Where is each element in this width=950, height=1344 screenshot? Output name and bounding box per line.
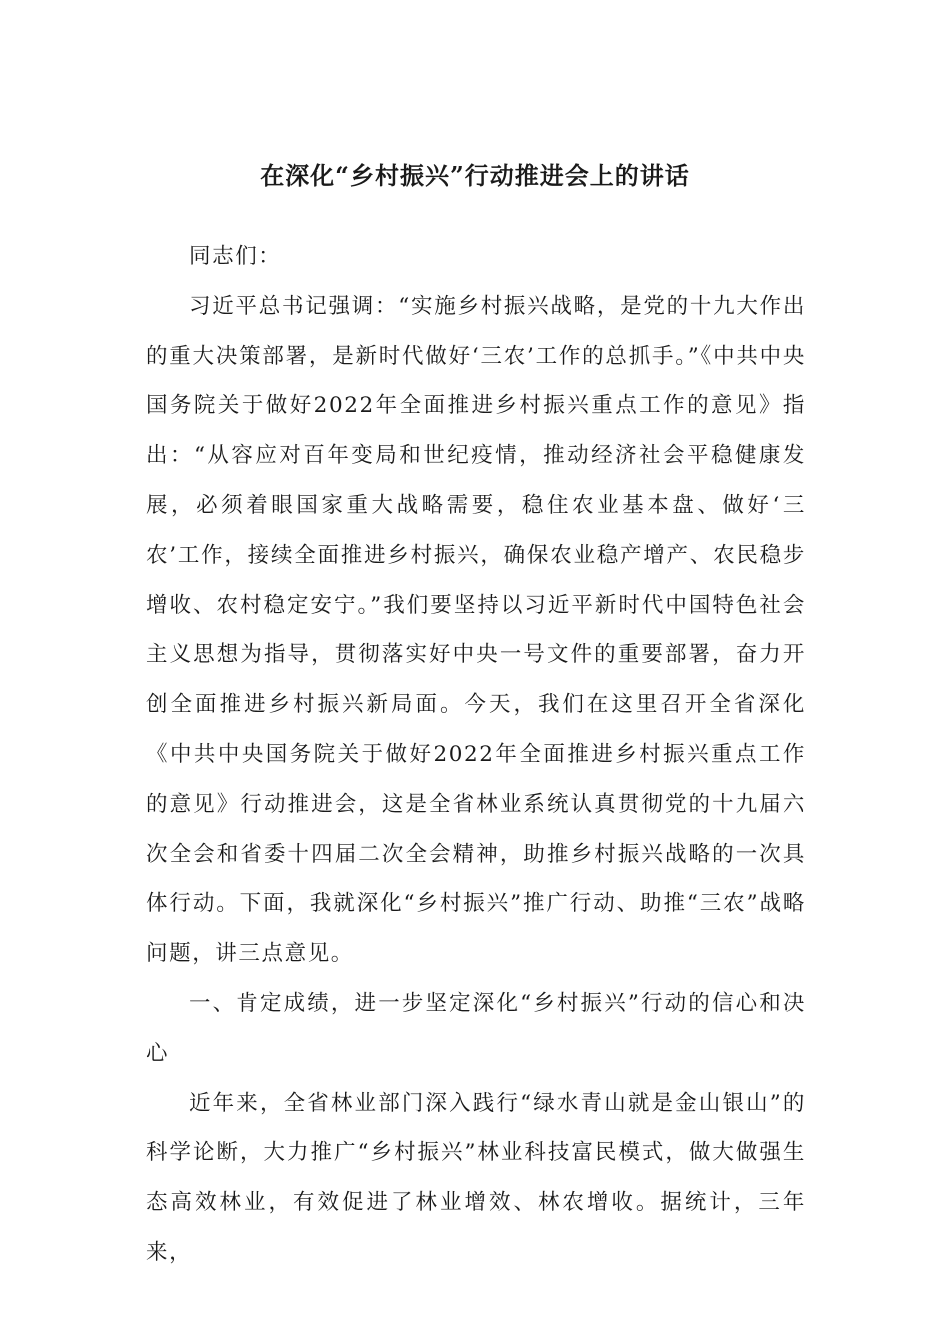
- document-title: 在深化“乡村振兴”行动推进会上的讲话: [260, 161, 690, 190]
- section-heading-1: 一、肯定成绩，进一步坚定深化“乡村振兴”行动的信心和决心: [146, 990, 806, 1066]
- intro-paragraph: 习近平总书记强调：“实施乡村振兴战略，是党的十九大作出的重大决策部署，是新时代做好‘三农’工作的总抓手。”《中共中央国务院关于做好2022年全面推进乡村振兴重点工作的意见》指出：“从容应对百年变局和世纪疫情，推动经济社会平稳健康发展，必须着眼国家重大战略需要，稳住农业基本盘、做好‘三农’工作，接续全面推进乡村振兴，确保农业稳产增产、农民稳步增收、农村稳定安宁。”我们要坚持以习近平新时代中国特色社会主义思想为指导，贯彻落实好中央一号文件的重要部署，奋力开创全面推进乡村振兴新局面。今天，我们在这里召开全省深化《中共中央国务院关于做好2022年全面推进乡村振兴重点工作的意见》行动推进会，这是全省林业系统认真贯彻党的十九届六次全会和省委十四届二次全会精神，助推乡村振兴战略的一次具体行动。下面，我就深化“乡村振兴”推广行动、助推“三农”战略问题，讲三点意见。: [146, 293, 806, 967]
- document-body: [146, 232, 806, 1278]
- section-1-paragraph: 近年来，全省林业部门深入践行“绿水青山就是金山银山”的科学论断，大力推广“乡村振兴”林业科技富民模式，做大做强生态高效林业，有效促进了林业增效、林农增收。据统计，三年来，: [146, 1090, 806, 1265]
- salutation-paragraph: 同志们：: [189, 244, 282, 269]
